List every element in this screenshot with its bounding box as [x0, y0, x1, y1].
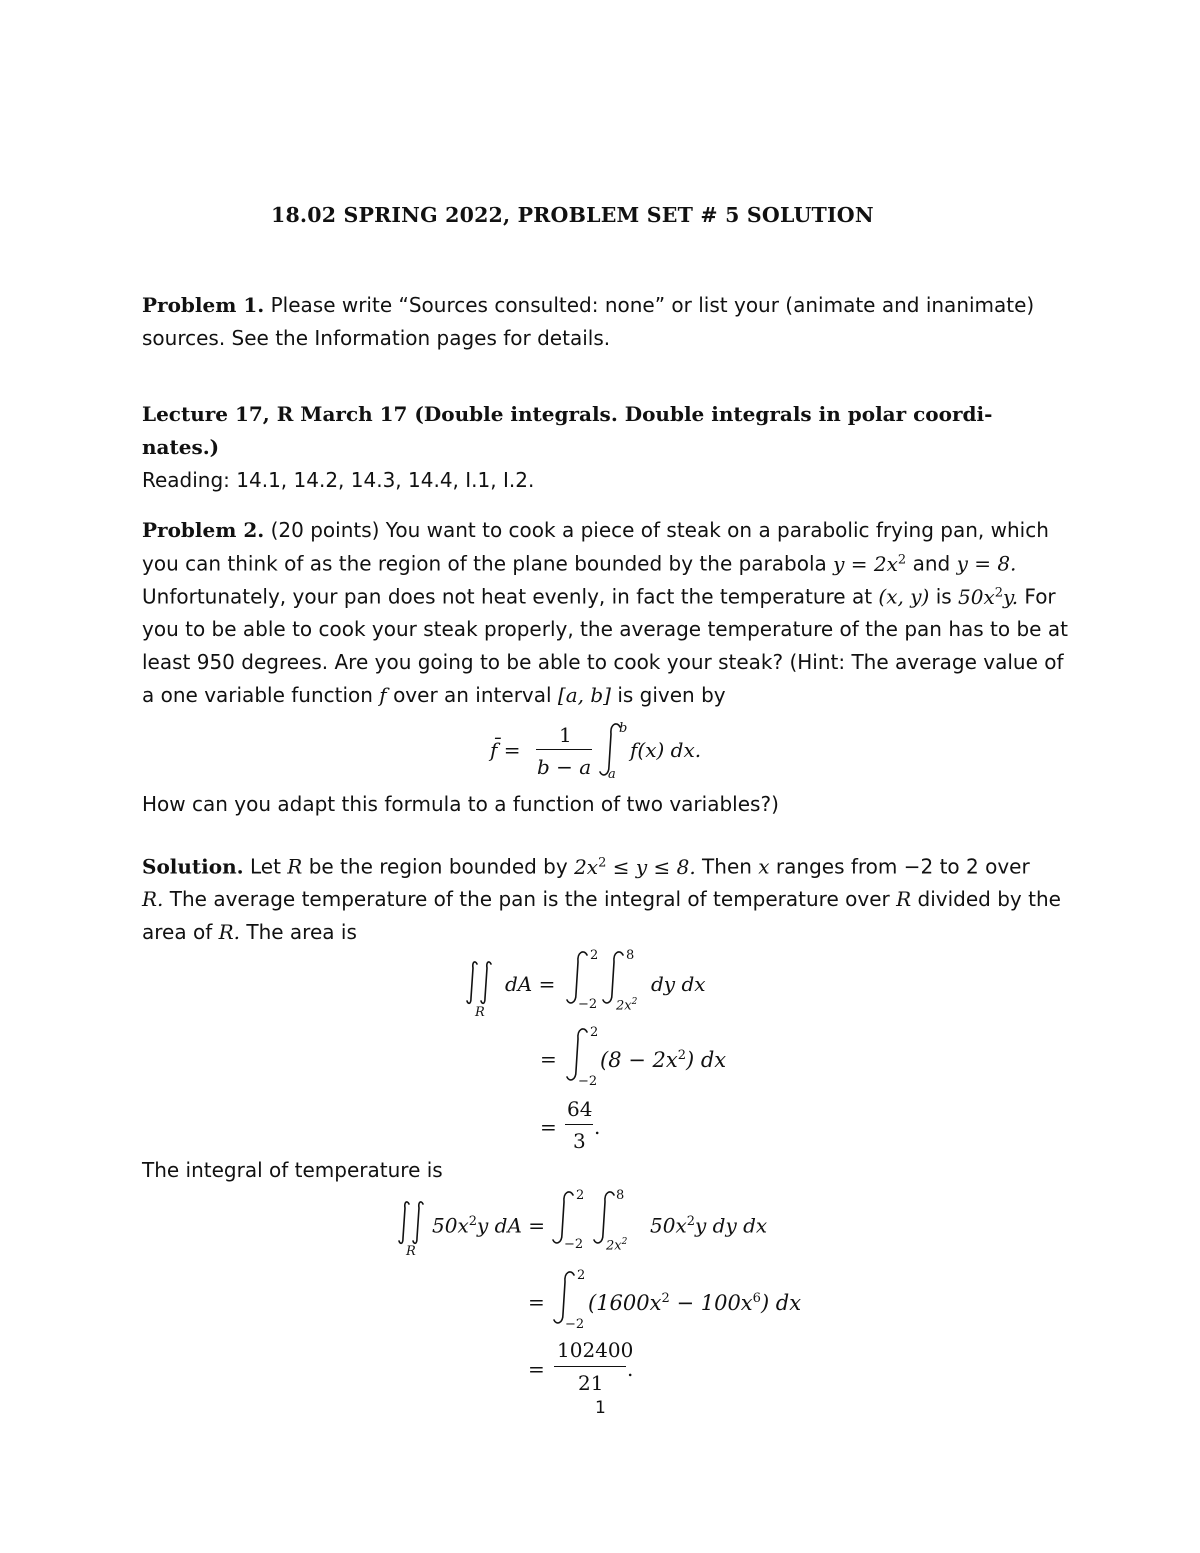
problem-2-line-1 — [142, 520, 1049, 540]
double-integral-sign — [466, 960, 494, 1008]
problem-2-text-6a: a one variable function — [142, 683, 373, 707]
let-word: Let — [249, 854, 281, 879]
outer-lower-limit-2: −2 — [564, 1237, 584, 1252]
problem-2-line-3 — [142, 586, 1056, 607]
problem-1-line-2: sources. See the Information pages for details. — [142, 326, 611, 350]
solution-heading: Solution. — [142, 854, 244, 879]
lecture-heading-line-1: Lecture 17, R March 17 (Double integrals. Double integrals in polar coordi- — [142, 402, 993, 426]
problem-2-text-6b: over an interval — [393, 683, 552, 707]
outer-upper-limit-2: 2 — [576, 1188, 585, 1203]
problem-1-text: Please write “Sources consulted: none” or list your (animate and inanimate) — [270, 293, 1035, 317]
equals-sign-3: = — [540, 1115, 557, 1139]
region-r-2: R. — [142, 887, 164, 911]
region-r-3: R — [896, 887, 912, 911]
double-integral-sign-2 — [398, 1200, 426, 1248]
problem-2-line-5: least 950 degrees. Are you going to be able to cook your steak? (Hint: The average value of — [142, 650, 1064, 674]
function-f: f — [379, 683, 387, 707]
problem-1-heading: Problem 1. — [142, 293, 265, 317]
region-subscript-2: R — [406, 1244, 416, 1259]
inner-upper-limit: 8 — [626, 948, 635, 963]
area-step-2: $(8 - 2x^2)$ dx — [600, 1048, 727, 1072]
problem-2-text-1: (20 points) You want to cook a piece of steak on a parabolic frying pan, which — [270, 518, 1049, 542]
fraction-bar — [536, 749, 592, 750]
outer-lower-limit: −2 — [578, 997, 598, 1012]
outer-upper-limit: 2 — [590, 948, 599, 963]
and-word: and — [912, 551, 951, 576]
fraction-numerator: 1 — [559, 723, 572, 747]
region-r-4: R. — [218, 920, 241, 944]
temp-result-numerator: 102400 — [557, 1338, 634, 1362]
temperature-integral-intro: The integral of temperature is — [142, 1158, 443, 1182]
temp-step-2: $(1600x^2 - 100x^6)$ dx — [588, 1291, 802, 1315]
lecture-heading-line-2: nates.) — [142, 435, 220, 459]
interval-ab: [a, b] — [557, 683, 611, 707]
problem-2-text-6c: is given by — [617, 683, 726, 707]
lower-limit-2: −2 — [578, 1074, 598, 1089]
area-result-denominator: 3 — [573, 1129, 586, 1153]
is-word: is — [935, 584, 952, 609]
temp-result-denominator: 21 — [578, 1371, 604, 1395]
point-xy: (x, y) — [878, 584, 930, 609]
solution-line-1 — [142, 856, 1030, 877]
area-result-numerator: 64 — [567, 1097, 593, 1121]
variable-x: x — [758, 854, 770, 879]
region-inequality: $2x^2 \le y \le 8$. — [574, 854, 696, 879]
line-equation: y = 8. — [956, 551, 1017, 576]
the-area-is: The area is — [246, 920, 357, 944]
problem-2-heading: Problem 2. — [142, 518, 265, 542]
upper-limit-2: 2 — [590, 1025, 599, 1040]
parabola-equation: $y = 2x^2$ — [833, 551, 907, 576]
area-result-period: . — [594, 1115, 601, 1139]
problem-2-text-2: you can think of as the region of the plane bounded by the parabola — [142, 551, 827, 576]
solution-text-1b: be the region bounded by — [308, 854, 568, 879]
problem-1-line-1 — [142, 295, 1034, 315]
area-result-fraction-bar — [565, 1124, 593, 1125]
solution-line-2 — [142, 889, 1061, 909]
temp-lower-limit-2: −2 — [565, 1317, 585, 1332]
equals-sign-2: = — [540, 1047, 557, 1071]
temp-lhs: $50x^2y$ dA = — [432, 1213, 546, 1238]
temp-equals-2: = — [528, 1290, 545, 1314]
region-r: R — [287, 854, 303, 879]
lower-limit: a — [608, 767, 616, 782]
problem-2-line-6 — [142, 685, 726, 705]
inner-upper-limit-2: 8 — [616, 1188, 625, 1203]
then-word: Then — [702, 854, 752, 879]
upper-limit: b — [619, 721, 628, 736]
page-number: 1 — [595, 1398, 606, 1418]
temp-integrand: $50x^2y$ dy dx — [650, 1213, 768, 1238]
problem-2-line-4: you to be able to cook your steak properly, the average temperature of the pan has to be at — [142, 617, 1068, 641]
temp-equals-3: = — [528, 1357, 545, 1381]
temp-result-fraction-bar — [554, 1366, 626, 1367]
inner-lower-limit-2: $2x^2$ — [606, 1237, 628, 1254]
page-title: 18.02 SPRING 2022, PROBLEM SET # 5 SOLUTION — [271, 203, 874, 227]
problem-2-line-2 — [142, 553, 1016, 574]
temp-upper-limit-2: 2 — [577, 1268, 586, 1283]
inner-lower-limit: $2x^2$ — [616, 997, 638, 1014]
f-bar-lhs: f̄ = — [490, 738, 521, 762]
fraction-denominator: b − a — [537, 755, 592, 779]
solution-line-3 — [142, 922, 357, 942]
solution-text-2c: divided by the — [917, 887, 1061, 911]
temperature-function: $50x^2y$. — [958, 584, 1019, 609]
problem-2-text-3: Unfortunately, your pan does not heat evenly, in fact the temperature at — [142, 584, 873, 609]
area-of-words: area of — [142, 920, 213, 944]
solution-text-1d: ranges from −2 to 2 over — [775, 854, 1030, 879]
solution-text-2b: The average temperature of the pan is the integral of temperature over — [169, 887, 890, 911]
region-subscript: R — [475, 1005, 485, 1020]
problem-2-line-7: How can you adapt this formula to a function of two variables?) — [142, 792, 779, 816]
temp-result-period: . — [627, 1357, 634, 1381]
integrand: f(x) dx. — [630, 738, 702, 762]
reading-list: Reading: 14.1, 14.2, 14.3, 14.4, I.1, I.2. — [142, 468, 535, 492]
area-integrand: dy dx — [651, 972, 706, 996]
area-lhs: dA = — [505, 972, 556, 996]
for-word: For — [1024, 584, 1056, 609]
